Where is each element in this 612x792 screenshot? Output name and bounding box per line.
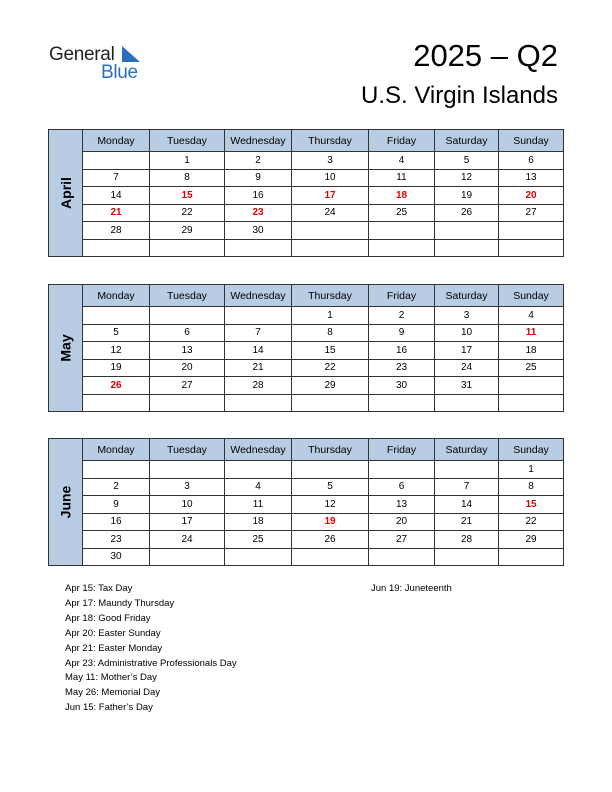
day-cell xyxy=(499,204,564,222)
day-number: 11 xyxy=(525,327,537,339)
day-cell xyxy=(83,307,150,325)
day-cell xyxy=(150,531,225,549)
month-name: June xyxy=(57,485,74,519)
day-cell xyxy=(435,169,499,187)
day-cell xyxy=(225,359,292,377)
day-cell xyxy=(150,187,225,205)
day-number: 23 xyxy=(110,533,122,545)
day-number: 19 xyxy=(324,516,336,528)
day-number: 12 xyxy=(460,172,473,184)
day-number: 5 xyxy=(113,327,119,339)
day-cell xyxy=(292,496,369,514)
day-cell xyxy=(225,152,292,170)
day-cell xyxy=(150,461,225,479)
logo-word-general: General xyxy=(49,44,115,65)
day-cell xyxy=(292,222,369,240)
day-number: 26 xyxy=(460,207,473,219)
calendar-june xyxy=(48,438,563,566)
day-number: 21 xyxy=(460,516,473,528)
day-cell xyxy=(292,239,369,257)
day-number: 27 xyxy=(525,207,537,219)
weekday-header: Monday xyxy=(83,439,150,461)
day-cell xyxy=(150,394,225,412)
month-name-cell xyxy=(49,285,83,412)
day-cell xyxy=(292,324,369,342)
day-number: 4 xyxy=(255,481,261,493)
day-cell xyxy=(83,169,150,187)
day-number: 26 xyxy=(324,533,336,545)
week-row xyxy=(49,496,564,514)
week-row xyxy=(49,394,564,412)
day-number: 25 xyxy=(252,533,264,545)
day-number: 17 xyxy=(324,189,336,201)
day-cell xyxy=(369,548,435,566)
day-cell xyxy=(292,307,369,325)
day-cell xyxy=(225,222,292,240)
day-number: 29 xyxy=(525,533,537,545)
month-table xyxy=(48,284,564,412)
day-cell xyxy=(369,222,435,240)
day-cell xyxy=(83,394,150,412)
week-row xyxy=(49,513,564,531)
day-number: 14 xyxy=(252,344,264,356)
day-cell xyxy=(499,359,564,377)
day-cell xyxy=(369,204,435,222)
day-number: 2 xyxy=(398,309,405,321)
month-name: May xyxy=(57,334,74,362)
day-number: 29 xyxy=(324,379,336,391)
day-number: 7 xyxy=(463,481,470,493)
month-table xyxy=(48,129,564,257)
page-subtitle: U.S. Virgin Islands xyxy=(361,82,558,109)
day-cell xyxy=(292,169,369,187)
day-cell xyxy=(292,342,369,360)
day-cell xyxy=(150,548,225,566)
day-number: 9 xyxy=(398,327,405,339)
day-cell xyxy=(83,377,150,395)
day-number: 15 xyxy=(525,498,537,510)
weekday-header: Thursday xyxy=(292,439,369,461)
day-cell xyxy=(225,204,292,222)
day-cell xyxy=(292,394,369,412)
holiday-list-right xyxy=(371,582,452,597)
day-cell xyxy=(83,496,150,514)
day-number: 18 xyxy=(525,344,537,356)
day-cell xyxy=(225,513,292,531)
day-cell xyxy=(83,548,150,566)
week-row xyxy=(49,152,564,170)
day-cell xyxy=(435,324,499,342)
holiday-note: Apr 17: Maundy Thursday xyxy=(65,597,175,609)
day-cell xyxy=(292,548,369,566)
day-cell xyxy=(435,187,499,205)
day-number: 8 xyxy=(528,481,534,493)
logo-word-blue: Blue xyxy=(101,62,138,83)
day-cell xyxy=(369,531,435,549)
day-number: 21 xyxy=(252,362,264,374)
weekday-header: Monday xyxy=(83,130,150,152)
day-cell xyxy=(83,342,150,360)
day-number: 5 xyxy=(327,481,333,493)
calendar-april xyxy=(48,129,563,257)
day-number: 7 xyxy=(255,327,261,339)
day-cell xyxy=(150,324,225,342)
day-number: 28 xyxy=(110,224,122,236)
day-number: 12 xyxy=(324,498,336,510)
day-number: 11 xyxy=(252,498,264,510)
day-number: 25 xyxy=(395,207,408,219)
holiday-list xyxy=(65,582,237,716)
day-number: 8 xyxy=(184,172,190,184)
day-cell xyxy=(435,222,499,240)
day-number: 12 xyxy=(110,344,122,356)
day-cell xyxy=(369,187,435,205)
day-cell xyxy=(225,548,292,566)
week-row xyxy=(49,461,564,479)
day-number: 3 xyxy=(327,154,333,166)
day-number: 14 xyxy=(110,189,122,201)
day-number: 16 xyxy=(110,516,122,528)
month-name-cell xyxy=(49,130,83,257)
week-row xyxy=(49,342,564,360)
day-cell xyxy=(150,239,225,257)
day-cell xyxy=(292,377,369,395)
day-number: 27 xyxy=(181,379,193,391)
day-cell xyxy=(225,531,292,549)
weekday-header: Friday xyxy=(369,439,435,461)
day-cell xyxy=(150,307,225,325)
day-cell xyxy=(150,152,225,170)
day-number: 24 xyxy=(460,362,473,374)
day-cell xyxy=(292,513,369,531)
day-cell xyxy=(369,307,435,325)
week-row xyxy=(49,307,564,325)
day-cell xyxy=(435,152,499,170)
day-number: 6 xyxy=(528,154,534,166)
day-cell xyxy=(150,478,225,496)
day-number: 23 xyxy=(395,362,408,374)
day-number: 3 xyxy=(463,309,470,321)
day-cell xyxy=(83,513,150,531)
month-name-cell xyxy=(49,439,83,566)
day-cell xyxy=(435,394,499,412)
day-cell xyxy=(369,239,435,257)
day-number: 16 xyxy=(395,344,408,356)
day-number: 19 xyxy=(110,362,122,374)
day-cell xyxy=(499,377,564,395)
day-cell xyxy=(292,461,369,479)
weekday-header: Tuesday xyxy=(150,439,225,461)
day-number: 14 xyxy=(460,498,473,510)
day-number: 2 xyxy=(113,481,119,493)
day-number: 1 xyxy=(184,154,190,166)
day-number: 15 xyxy=(181,189,193,201)
day-cell xyxy=(435,377,499,395)
week-row xyxy=(49,169,564,187)
day-cell xyxy=(292,152,369,170)
weekday-header: Friday xyxy=(369,130,435,152)
holiday-note: Apr 21: Easter Monday xyxy=(65,642,163,654)
day-cell xyxy=(369,324,435,342)
day-cell xyxy=(499,342,564,360)
month-name: April xyxy=(57,177,74,209)
holiday-note: Apr 18: Good Friday xyxy=(65,612,151,624)
holiday-note: May 26: Memorial Day xyxy=(65,687,161,699)
holiday-note: Apr 23: Administrative Professionals Day xyxy=(65,657,237,669)
day-cell xyxy=(369,394,435,412)
day-cell xyxy=(292,531,369,549)
day-number: 18 xyxy=(395,189,408,201)
day-cell xyxy=(225,377,292,395)
day-number: 30 xyxy=(252,224,264,236)
weekday-header: Saturday xyxy=(435,285,499,307)
day-number: 17 xyxy=(181,516,193,528)
day-cell xyxy=(83,478,150,496)
day-cell xyxy=(150,204,225,222)
day-number: 18 xyxy=(252,516,264,528)
day-number: 10 xyxy=(460,327,473,339)
day-cell xyxy=(499,513,564,531)
day-number: 7 xyxy=(113,172,119,184)
day-number: 10 xyxy=(181,498,193,510)
day-cell xyxy=(369,478,435,496)
day-cell xyxy=(83,187,150,205)
day-cell xyxy=(435,239,499,257)
day-number: 3 xyxy=(184,481,190,493)
day-number: 20 xyxy=(525,189,537,201)
day-number: 13 xyxy=(181,344,193,356)
weekday-header: Wednesday xyxy=(225,285,292,307)
day-cell xyxy=(435,342,499,360)
holiday-note: Jun 15: Father’s Day xyxy=(65,702,153,714)
day-number: 26 xyxy=(110,379,122,391)
day-cell xyxy=(292,359,369,377)
day-cell xyxy=(150,377,225,395)
day-cell xyxy=(499,496,564,514)
day-number: 9 xyxy=(113,498,119,510)
day-cell xyxy=(369,496,435,514)
week-row xyxy=(49,324,564,342)
day-cell xyxy=(292,478,369,496)
week-row xyxy=(49,222,564,240)
day-number: 19 xyxy=(460,189,473,201)
weekday-header: Tuesday xyxy=(150,285,225,307)
day-cell xyxy=(499,548,564,566)
day-cell xyxy=(435,548,499,566)
generalblue-logo xyxy=(49,44,149,84)
holiday-note: Apr 15: Tax Day xyxy=(65,583,133,594)
week-row xyxy=(49,531,564,549)
day-cell xyxy=(225,394,292,412)
day-cell xyxy=(369,359,435,377)
holiday-note: May 11: Mother’s Day xyxy=(65,672,157,684)
day-number: 1 xyxy=(327,309,333,321)
day-cell xyxy=(499,531,564,549)
day-cell xyxy=(292,187,369,205)
day-cell xyxy=(83,222,150,240)
day-number: 30 xyxy=(395,379,408,391)
day-number: 1 xyxy=(528,463,534,475)
day-number: 25 xyxy=(525,362,537,374)
day-number: 20 xyxy=(181,362,193,374)
day-number: 4 xyxy=(398,154,405,166)
day-cell xyxy=(499,307,564,325)
weekday-header: Wednesday xyxy=(225,130,292,152)
day-cell xyxy=(369,342,435,360)
weekday-header: Thursday xyxy=(292,285,369,307)
day-cell xyxy=(225,169,292,187)
day-number: 17 xyxy=(460,344,473,356)
day-cell xyxy=(225,187,292,205)
day-number: 13 xyxy=(395,498,408,510)
day-number: 22 xyxy=(324,362,336,374)
day-cell xyxy=(150,496,225,514)
day-cell xyxy=(499,169,564,187)
day-number: 4 xyxy=(528,309,534,321)
day-number: 6 xyxy=(398,481,405,493)
day-number: 9 xyxy=(255,172,261,184)
day-number: 27 xyxy=(395,533,408,545)
calendar-may xyxy=(48,284,563,412)
day-cell xyxy=(150,359,225,377)
day-number: 11 xyxy=(396,172,407,184)
day-cell xyxy=(369,513,435,531)
day-cell xyxy=(435,478,499,496)
day-cell xyxy=(499,239,564,257)
day-cell xyxy=(369,152,435,170)
day-cell xyxy=(225,239,292,257)
day-cell xyxy=(435,307,499,325)
day-number: 15 xyxy=(324,344,336,356)
weekday-header: Thursday xyxy=(292,130,369,152)
day-number: 22 xyxy=(181,207,193,219)
day-cell xyxy=(225,342,292,360)
day-number: 22 xyxy=(525,516,537,528)
day-cell xyxy=(369,377,435,395)
day-number: 29 xyxy=(181,224,193,236)
page-title: 2025 – Q2 xyxy=(413,38,558,73)
day-cell xyxy=(225,478,292,496)
weekday-header: Sunday xyxy=(499,285,564,307)
week-row xyxy=(49,239,564,257)
weekday-header: Wednesday xyxy=(225,439,292,461)
day-number: 20 xyxy=(395,516,408,528)
day-number: 16 xyxy=(252,189,264,201)
day-cell xyxy=(83,531,150,549)
holiday-note: Apr 20: Easter Sunday xyxy=(65,627,161,639)
day-cell xyxy=(83,461,150,479)
week-row xyxy=(49,548,564,566)
week-row xyxy=(49,187,564,205)
weekday-header: Monday xyxy=(83,285,150,307)
day-cell xyxy=(225,307,292,325)
day-cell xyxy=(150,169,225,187)
day-number: 28 xyxy=(252,379,264,391)
day-number: 24 xyxy=(324,207,336,219)
day-cell xyxy=(435,461,499,479)
day-number: 28 xyxy=(460,533,473,545)
weekday-header: Sunday xyxy=(499,130,564,152)
week-row xyxy=(49,204,564,222)
day-cell xyxy=(83,152,150,170)
day-cell xyxy=(369,169,435,187)
week-row xyxy=(49,377,564,395)
day-cell xyxy=(83,239,150,257)
day-cell xyxy=(499,187,564,205)
day-cell xyxy=(499,478,564,496)
day-number: 23 xyxy=(252,207,264,219)
day-number: 30 xyxy=(110,551,122,563)
week-row xyxy=(49,478,564,496)
day-cell xyxy=(435,204,499,222)
day-number: 10 xyxy=(324,172,336,184)
day-cell xyxy=(150,342,225,360)
day-cell xyxy=(150,222,225,240)
holiday-note: Jun 19: Juneteenth xyxy=(371,583,452,594)
day-cell xyxy=(83,324,150,342)
day-cell xyxy=(499,461,564,479)
day-cell xyxy=(83,204,150,222)
weekday-header: Friday xyxy=(369,285,435,307)
day-cell xyxy=(499,394,564,412)
day-cell xyxy=(435,359,499,377)
day-number: 8 xyxy=(327,327,333,339)
day-cell xyxy=(499,152,564,170)
weekday-header: Saturday xyxy=(435,439,499,461)
week-row xyxy=(49,359,564,377)
day-number: 5 xyxy=(463,154,470,166)
month-table xyxy=(48,438,564,566)
day-cell xyxy=(369,461,435,479)
day-cell xyxy=(435,531,499,549)
day-number: 31 xyxy=(460,379,473,391)
day-cell xyxy=(435,496,499,514)
day-number: 6 xyxy=(184,327,190,339)
day-cell xyxy=(435,513,499,531)
day-number: 13 xyxy=(525,172,537,184)
day-cell xyxy=(150,513,225,531)
day-cell xyxy=(292,204,369,222)
weekday-header: Sunday xyxy=(499,439,564,461)
day-cell xyxy=(225,496,292,514)
weekday-header: Saturday xyxy=(435,130,499,152)
day-cell xyxy=(225,461,292,479)
day-cell xyxy=(499,222,564,240)
day-number: 21 xyxy=(110,207,122,219)
day-cell xyxy=(499,324,564,342)
weekday-header: Tuesday xyxy=(150,130,225,152)
day-cell xyxy=(225,324,292,342)
day-number: 2 xyxy=(255,154,261,166)
day-number: 24 xyxy=(181,533,193,545)
day-cell xyxy=(83,359,150,377)
